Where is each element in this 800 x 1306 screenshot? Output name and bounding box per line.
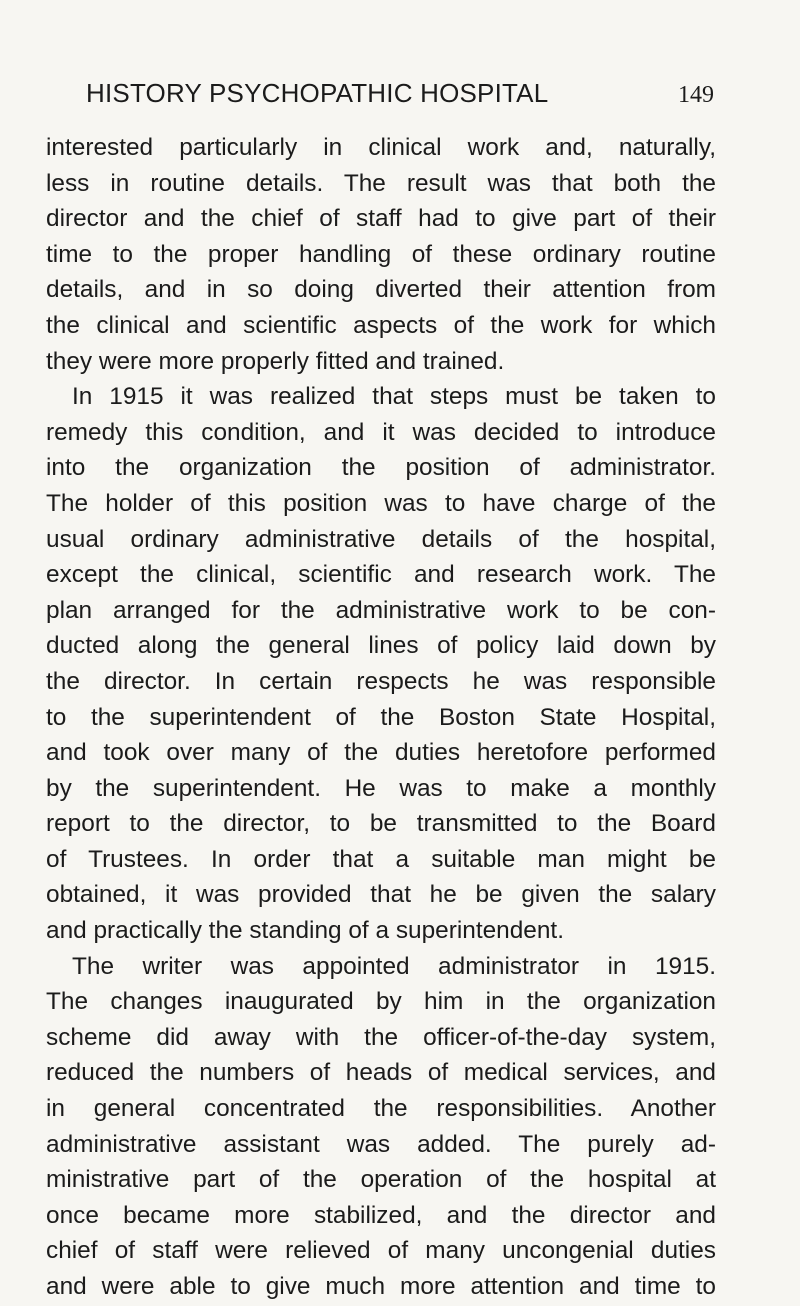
text-line: obtained, it was provided that he be given the salary [46,881,716,909]
text-line: scheme did away with the officer-of-the-day system, [46,1023,716,1051]
text-line: once became more stabilized, and the director and [46,1201,716,1229]
text-line: and were able to give much more attention and time to [46,1273,716,1300]
text-line: In 1915 it was realized that steps must be taken to [72,383,716,411]
text-line: chief of staff were relieved of many uncongenial duties [46,1237,716,1265]
text-line: except the clinical, scientific and research work. The [46,561,716,589]
text-line: remedy this condition, and it was decided to introduce [46,418,716,446]
text-line: reduced the numbers of heads of medical services, and [46,1059,716,1087]
text-line: director and the chief of staff had to give part of their [46,205,716,233]
text-line: the clinical and scientific aspects of the work for which [46,311,716,339]
text-line: in general concentrated the responsibilities. Another [46,1095,716,1123]
page-number: 149 [678,82,714,108]
text-line: and practically the standing of a superintendent. [46,917,564,945]
text-line: report to the director, to be transmitted to the Board [46,810,716,838]
running-head [86,76,714,110]
body-text [46,130,716,1305]
text-line: of Trustees. In order that a suitable man might be [46,845,716,873]
text-line: they were more properly fitted and trained. [46,347,505,375]
text-line: the director. In certain respects he was responsible [46,667,716,695]
running-title: HISTORY PSYCHOPATHIC HOSPITAL [86,78,549,108]
text-line: plan arranged for the administrative work to be con- [46,596,716,624]
text-line: time to the proper handling of these ordinary routine [46,240,716,268]
text-line: ducted along the general lines of policy laid down by [46,632,716,660]
text-line: into the organization the position of administrator. [46,454,716,482]
text-line: The changes inaugurated by him in the organization [46,988,716,1016]
text-line: The holder of this position was to have charge of the [46,489,716,517]
text-line: usual ordinary administrative details of the hospital, [46,525,716,553]
text-line: The writer was appointed administrator in 1915. [72,952,716,980]
text-line: less in routine details. The result was that both the [46,169,716,197]
text-line: by the superintendent. He was to make a monthly [46,774,716,802]
text-line: to the superintendent of the Boston State Hospital, [46,703,716,731]
text-line: administrative assistant was added. The purely ad- [46,1130,716,1158]
text-line: interested particularly in clinical work and, naturally, [46,134,716,161]
text-line: details, and in so doing diverted their attention from [46,276,716,304]
text-line: and took over many of the duties heretofore performed [46,739,716,767]
text-line: ministrative part of the operation of the hospital at [46,1166,716,1194]
